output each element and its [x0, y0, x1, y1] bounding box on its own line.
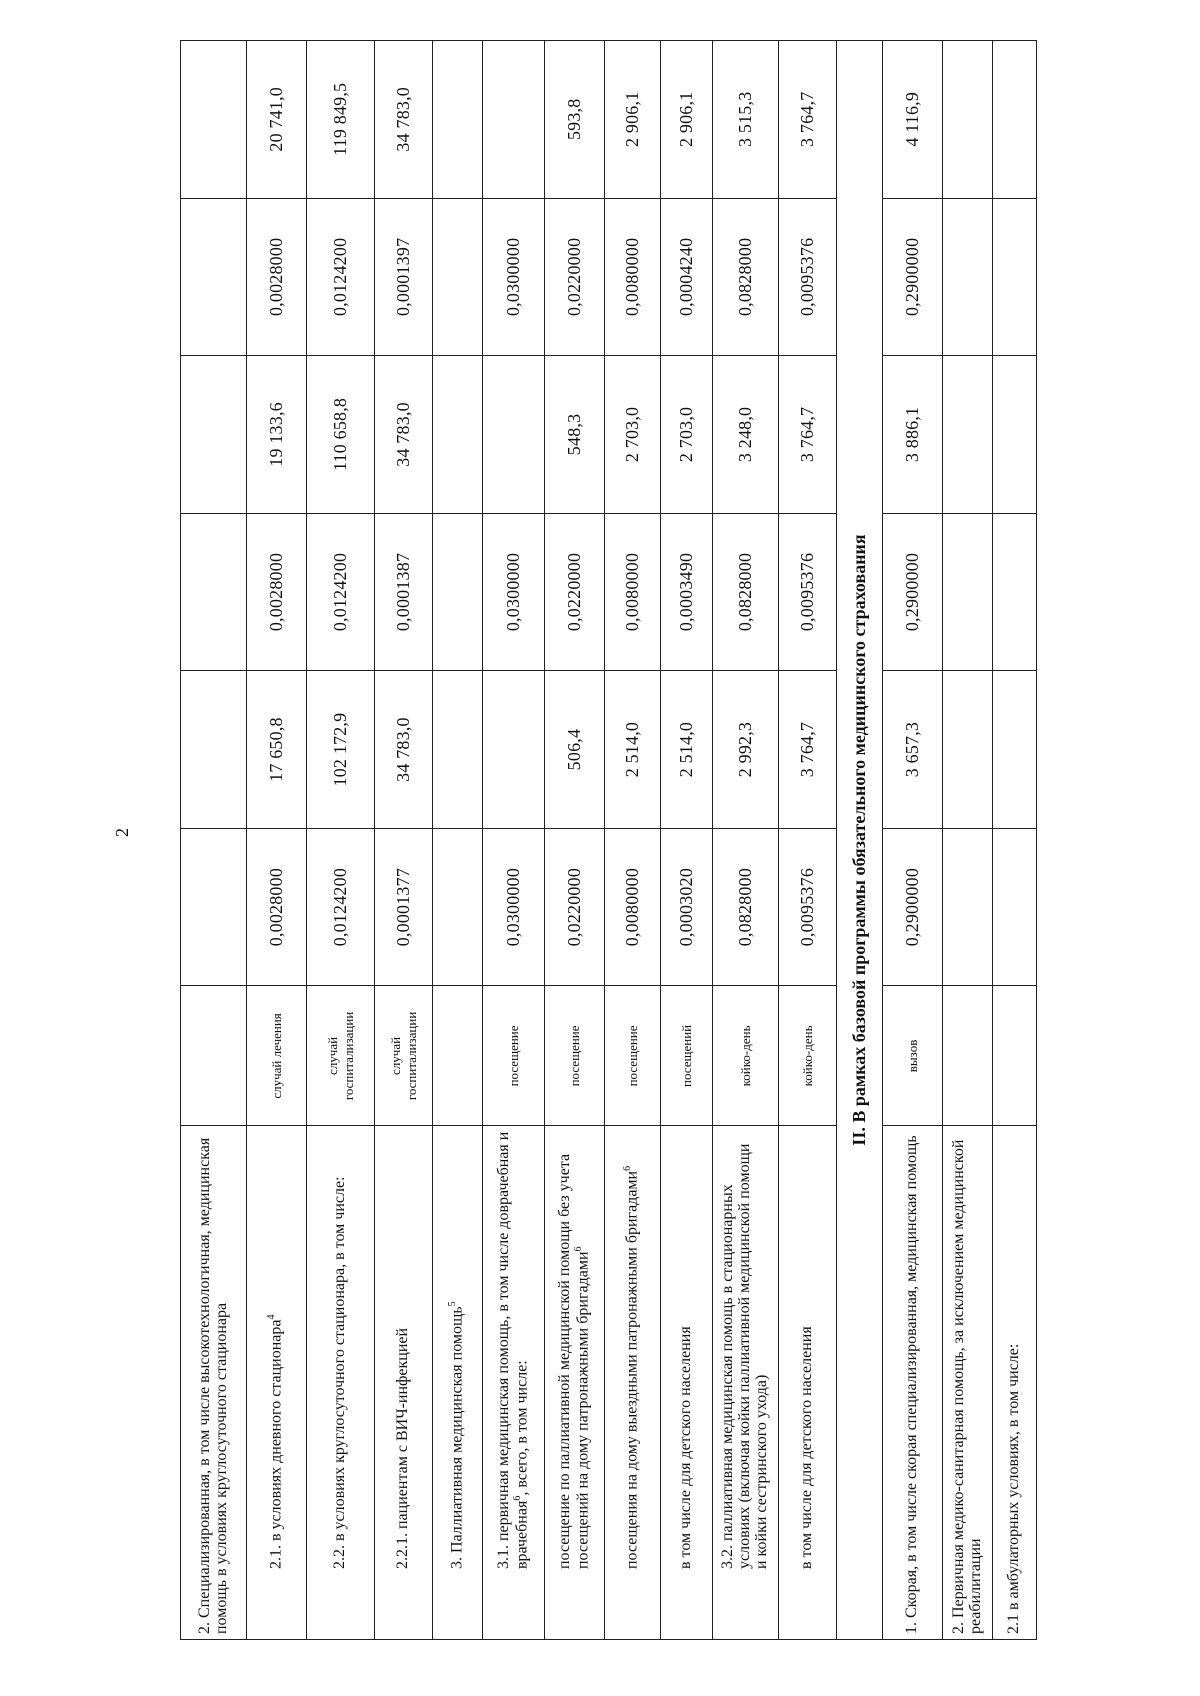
value-cell: 0,0220000: [545, 198, 605, 356]
value-cell: 34 783,0: [375, 671, 433, 829]
row-label-tail: , всего, в том числе:: [513, 1360, 531, 1496]
row-label: [713, 1126, 779, 1640]
table-row: [181, 41, 247, 1640]
value-cell: 0,0124200: [307, 198, 375, 356]
row-label-text: 1. Скорая, в том числе скорая специализированная, медицинская помощь: [903, 1135, 921, 1634]
value-cell: [993, 41, 1037, 199]
value-cell: 0,0080000: [605, 828, 661, 986]
value-cell: 3 764,7: [779, 356, 837, 514]
value-cell: 34 783,0: [375, 356, 433, 514]
row-label: [779, 1126, 837, 1640]
table-row: [375, 41, 433, 1640]
value-cell: 0,0095376: [779, 828, 837, 986]
row-label: [433, 1126, 483, 1640]
value-cell: 0,0004240: [661, 198, 713, 356]
value-cell: [181, 671, 247, 829]
value-cell: 0,0828000: [713, 828, 779, 986]
value-cell: [181, 356, 247, 514]
row-label-text: в том числе для детского населения: [798, 1326, 816, 1569]
value-cell: [433, 828, 483, 986]
table-row: [713, 41, 779, 1640]
value-cell: 20 741,0: [247, 41, 307, 199]
value-cell: [943, 828, 993, 986]
value-cell: 2 906,1: [661, 41, 713, 199]
value-cell: 4 116,9: [883, 41, 943, 199]
footnote-marker: 6: [511, 1495, 523, 1501]
table-row: [433, 41, 483, 1640]
unit-cell: [433, 986, 483, 1126]
value-cell: 2 514,0: [605, 671, 661, 829]
value-cell: 2 703,0: [661, 356, 713, 514]
value-cell: 0,0001377: [375, 828, 433, 986]
value-cell: 3 764,7: [779, 671, 837, 829]
footnote-marker: 6: [572, 1246, 584, 1252]
unit-cell: койко-день: [779, 986, 837, 1126]
value-cell: [433, 198, 483, 356]
value-cell: [433, 41, 483, 199]
value-cell: [943, 356, 993, 514]
value-cell: 2 992,3: [713, 671, 779, 829]
value-cell: 2 906,1: [605, 41, 661, 199]
value-cell: [993, 513, 1037, 671]
table-row: [883, 41, 943, 1640]
value-cell: 0,0828000: [713, 198, 779, 356]
value-cell: 2 514,0: [661, 671, 713, 829]
row-label: [883, 1126, 943, 1640]
table-row: [605, 41, 661, 1640]
value-cell: 0,0001397: [375, 198, 433, 356]
value-cell: 3 515,3: [713, 41, 779, 199]
value-cell: 3 764,7: [779, 41, 837, 199]
row-label: [605, 1126, 661, 1640]
row-label: [375, 1126, 433, 1640]
value-cell: [181, 41, 247, 199]
unit-cell: посещений: [661, 986, 713, 1126]
value-cell: 3 248,0: [713, 356, 779, 514]
value-cell: [181, 828, 247, 986]
row-label-text: 3.1. первичная медицинская помощь, в том числе доврачебная и врачебная: [495, 1131, 531, 1569]
row-label: [483, 1126, 545, 1640]
table-row: [779, 41, 837, 1640]
row-label: [545, 1126, 605, 1640]
table-row: [943, 41, 993, 1640]
unit-cell: случай госпитализации: [375, 986, 433, 1126]
footnote-marker: 5: [447, 1301, 459, 1307]
value-cell: 0,0028000: [247, 198, 307, 356]
unit-cell: койко-день: [713, 986, 779, 1126]
value-cell: 0,0028000: [247, 513, 307, 671]
row-label-text: 2. Первичная медико-санитарная помощь, за исключением медицинской реабилитации: [949, 1139, 984, 1634]
unit-cell: [993, 986, 1037, 1126]
value-cell: 34 783,0: [375, 41, 433, 199]
value-cell: 548,3: [545, 356, 605, 514]
value-cell: [181, 198, 247, 356]
value-cell: 0,0080000: [605, 513, 661, 671]
value-cell: 0,2900000: [883, 828, 943, 986]
unit-cell: [943, 986, 993, 1126]
value-cell: 0,0220000: [545, 828, 605, 986]
value-cell: [433, 671, 483, 829]
table-body: [181, 41, 1037, 1640]
value-cell: [483, 671, 545, 829]
unit-cell: посещение: [545, 986, 605, 1126]
value-cell: 0,0220000: [545, 513, 605, 671]
unit-cell: случай лечения: [247, 986, 307, 1126]
value-cell: [943, 513, 993, 671]
value-cell: 593,8: [545, 41, 605, 199]
value-cell: 3 886,1: [883, 356, 943, 514]
table-row: [247, 41, 307, 1640]
value-cell: 102 172,9: [307, 671, 375, 829]
value-cell: [483, 41, 545, 199]
table-row: [483, 41, 545, 1640]
standards-table: [180, 40, 1037, 1640]
row-label: [993, 1126, 1037, 1640]
section-row: [837, 41, 883, 1640]
unit-cell: посещение: [605, 986, 661, 1126]
value-cell: [993, 356, 1037, 514]
row-label-text: 3.2. паллиативная медицинская помощь в стационарных условиях (включая койки паллиативной медицинской помощи и койки сестринского ухода): [719, 1143, 770, 1569]
value-cell: 0,0028000: [247, 828, 307, 986]
row-label: [661, 1126, 713, 1640]
footnote-marker: 6: [622, 1165, 634, 1171]
rotated-financial-table: [180, 40, 1037, 1640]
value-cell: 0,0828000: [713, 513, 779, 671]
table-row: [661, 41, 713, 1640]
value-cell: [433, 356, 483, 514]
value-cell: [433, 513, 483, 671]
value-cell: 0,0095376: [779, 198, 837, 356]
value-cell: 0,0300000: [483, 513, 545, 671]
row-label: [181, 1126, 247, 1640]
value-cell: 0,0300000: [483, 198, 545, 356]
row-label-text: 3. Паллиативная медицинская помощь: [448, 1306, 466, 1569]
row-label-text: 2.2.1. пациентам с ВИЧ-инфекцией: [394, 1327, 412, 1569]
unit-cell: посещение: [483, 986, 545, 1126]
value-cell: 0,2900000: [883, 513, 943, 671]
value-cell: 0,0003020: [661, 828, 713, 986]
unit-cell: случай госпитализации: [307, 986, 375, 1126]
value-cell: [181, 513, 247, 671]
value-cell: 0,0300000: [483, 828, 545, 986]
unit-cell: [181, 986, 247, 1126]
value-cell: 506,4: [545, 671, 605, 829]
row-label-text: посещение по паллиативной медицинской помощи без учета посещений на дому патронажными бригадами: [556, 1153, 592, 1569]
value-cell: [993, 671, 1037, 829]
value-cell: [483, 356, 545, 514]
value-cell: 0,0003490: [661, 513, 713, 671]
unit-cell: вызов: [883, 986, 943, 1126]
value-cell: [943, 198, 993, 356]
section-heading: II. В рамках базовой программы обязательного медицинского страхования: [837, 41, 883, 1640]
row-label: [247, 1126, 307, 1640]
table-row: [307, 41, 375, 1640]
row-label: [307, 1126, 375, 1640]
table-row: [545, 41, 605, 1640]
value-cell: [993, 828, 1037, 986]
value-cell: [943, 671, 993, 829]
row-label: [943, 1126, 993, 1640]
value-cell: 110 658,8: [307, 356, 375, 514]
value-cell: [943, 41, 993, 199]
footnote-marker: 4: [266, 1314, 278, 1320]
value-cell: 19 133,6: [247, 356, 307, 514]
row-label-text: 2. Специализированная, в том числе высокотехнологичная, медицинская помощь в условиях круглосуточного стационара: [195, 1137, 230, 1634]
row-label-text: посещения на дому выездными патронажными бригадами: [623, 1170, 641, 1569]
row-label-text: 2.2. в условиях круглосуточного стационара, в том числе:: [331, 1176, 349, 1569]
row-label-text: в том числе для детского населения: [677, 1326, 695, 1569]
value-cell: 0,0124200: [307, 513, 375, 671]
value-cell: 17 650,8: [247, 671, 307, 829]
value-cell: 0,0001387: [375, 513, 433, 671]
value-cell: 0,0124200: [307, 828, 375, 986]
value-cell: 0,0095376: [779, 513, 837, 671]
value-cell: 119 849,5: [307, 41, 375, 199]
value-cell: 3 657,3: [883, 671, 943, 829]
page-number: 2: [112, 828, 132, 837]
value-cell: 2 703,0: [605, 356, 661, 514]
value-cell: 0,0080000: [605, 198, 661, 356]
row-label-text: 2.1 в амбулаторных условиях, в том числе:: [1005, 1343, 1023, 1634]
value-cell: 0,2900000: [883, 198, 943, 356]
row-label-text: 2.1. в условиях дневного стационара: [267, 1319, 285, 1569]
table-row: [993, 41, 1037, 1640]
value-cell: [993, 198, 1037, 356]
